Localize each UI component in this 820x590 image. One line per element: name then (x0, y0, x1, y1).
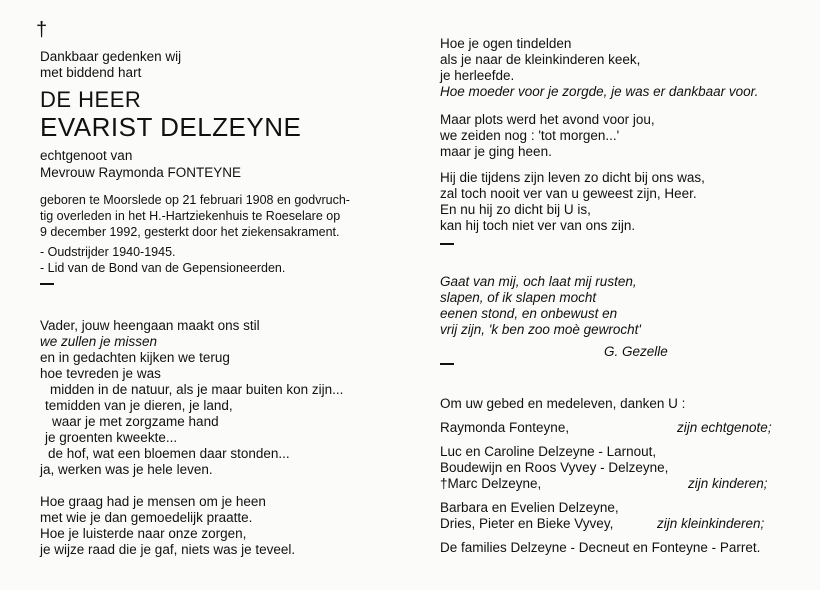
child-line: Luc en Caroline Delzeyne - Larnout, (440, 444, 657, 459)
deceased-name: EVARIST DELZEYNE (40, 112, 302, 142)
poem-line: Hoe moeder voor je zorgde, je was er dankbaar voor. (440, 84, 759, 99)
fact-line-1: - Oudstrijder 1940-1945. (40, 245, 176, 259)
poem-line: Hoe je ogen tindelden (440, 36, 572, 51)
quote-line: Gaat van mij, och laat mij rusten, (440, 274, 637, 289)
grandchildren-role: zijn kleinkinderen; (657, 516, 765, 531)
cross-icon: † (36, 19, 48, 41)
quote-line: vrij zijn, 'k ben zoo moè gewrocht' (440, 322, 641, 337)
title-line-1: DE HEER (40, 87, 142, 112)
child-line: †Marc Delzeyne, (440, 476, 542, 491)
poem-line: Hoe graag had je mensen om je heen (40, 494, 266, 509)
poem-line: Vader, jouw heengaan maakt ons stil (40, 318, 260, 333)
bio-line-2: tig overleden in het H.-Hartziekenhuis te Roeselare op (40, 209, 341, 223)
grandchild-line: Dries, Pieter en Bieke Vyvey, (440, 516, 614, 531)
children-role: zijn kinderen; (688, 476, 768, 491)
poem-line: zal toch nooit ver van u geweest zijn, Heer. (440, 186, 697, 201)
poem-line: En nu hij zo dicht bij U is, (440, 202, 591, 217)
poem-line: je groenten kweekte... (45, 430, 178, 445)
child-line: Boudewijn en Roos Vyvey - Delzeyne, (440, 460, 669, 475)
poem-line: waar je met zorgzame hand (52, 414, 219, 429)
grandchild-line: Barbara en Evelien Delzeyne, (440, 500, 619, 515)
families-line: De families Delzeyne - Decneut en Fonteyne - Parret. (440, 540, 761, 555)
poem-line: de hof, wat een bloemen daar stonden... (48, 446, 290, 461)
poem-line: maar je ging heen. (440, 144, 552, 159)
spouse-role: zijn echtgenote; (677, 420, 772, 435)
poem-line: hoe tevreden je was (40, 366, 161, 381)
separator-dash (440, 243, 454, 245)
poem-line: je herleefde. (440, 68, 515, 83)
poem-line: Maar plots werd het avond voor jou, (440, 112, 655, 127)
intro-line-2: met biddend hart (40, 65, 142, 80)
spouse-name: Raymonda Fonteyne, (440, 420, 570, 435)
bio-line-3: 9 december 1992, gesterkt door het ziekensakrament. (40, 225, 340, 239)
poem-line: midden in de natuur, als je maar buiten kon zijn... (50, 382, 344, 397)
poem-line: en in gedachten kijken we terug (40, 350, 230, 365)
poem-line: als je naar de kleinkinderen keek, (440, 52, 641, 67)
fact-line-2: - Lid van de Bond van de Gepensioneerden. (40, 261, 286, 275)
poem-line: Hoe je luisterde naar onze zorgen, (40, 526, 247, 541)
poem-line: kan hij toch niet ver van ons zijn. (440, 218, 636, 233)
quote-author: G. Gezelle (604, 344, 668, 359)
thanks-line: Om uw gebed en medeleven, danken U : (440, 396, 686, 411)
poem-line: ja, werken was je hele leven. (40, 462, 213, 477)
spouse-line-1: echtgenoot van (40, 148, 133, 163)
separator-dash (40, 283, 54, 285)
poem-line: we zullen je missen (40, 334, 158, 349)
spouse-line-2: Mevrouw Raymonda FONTEYNE (40, 165, 242, 180)
bio-line-1: geboren te Moorslede op 21 februari 1908 en godvruch- (40, 193, 350, 207)
quote-line: eenen stond, en onbewust en (440, 306, 618, 321)
separator-dash (440, 363, 454, 365)
poem-line: je wijze raad die je gaf, niets was je teveel. (40, 542, 296, 557)
poem-line: met wie je dan gemoedelijk praatte. (40, 510, 253, 525)
poem-line: we zeiden nog : 'tot morgen...' (440, 128, 620, 143)
intro-line-1: Dankbaar gedenken wij (40, 49, 182, 64)
quote-line: slapen, of ik slapen mocht (440, 290, 597, 305)
poem-line: temidden van je dieren, je land, (45, 398, 233, 413)
poem-line: Hij die tijdens zijn leven zo dicht bij ons was, (440, 170, 705, 185)
